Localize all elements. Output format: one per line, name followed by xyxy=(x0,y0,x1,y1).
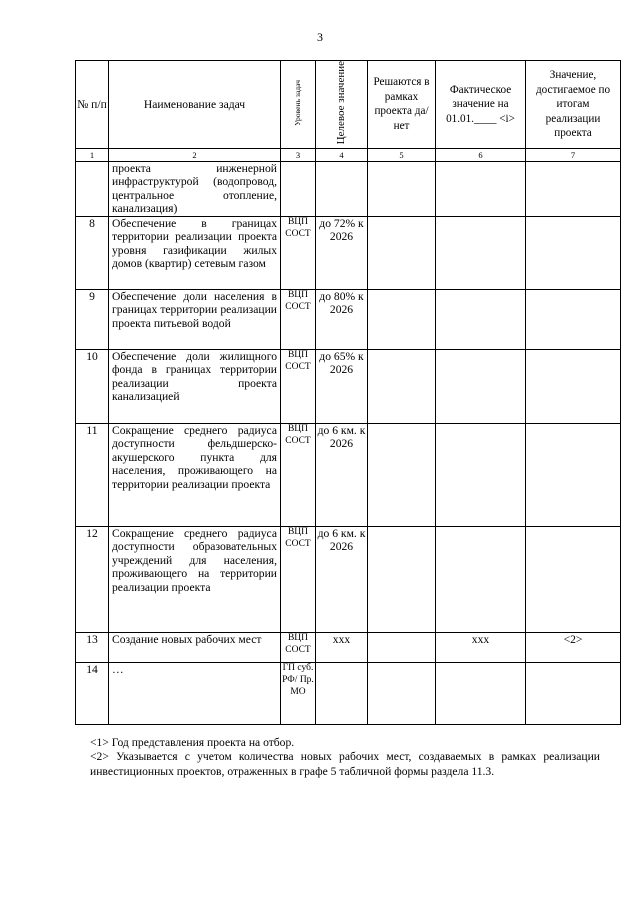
solved-in-project xyxy=(368,526,436,632)
header-number xyxy=(76,61,109,149)
header-result-text: Значение, достигаемое по итогам реализации проекта xyxy=(535,68,611,140)
table-row xyxy=(76,216,621,289)
row-number: 10 xyxy=(76,349,109,423)
result-value xyxy=(526,289,621,349)
task-name: Обеспечение доли жилищного фонда в границах территории реализации проекта канализацией xyxy=(109,349,281,423)
column-index: 2 xyxy=(109,148,281,161)
result-value xyxy=(526,216,621,289)
actual-value xyxy=(436,526,526,632)
target-value: до 72% к 2026 xyxy=(316,216,368,289)
tasks-table xyxy=(75,60,621,725)
header-actual-text: Фактическое значение на 01.01.____ <i> xyxy=(446,83,515,125)
footnote-2: <2> Указывается с учетом количества новых рабочих мест, создаваемых в рамках реализации инвестиционных проектов, отраженных в графе 5 табличной формы раздела 11.3. xyxy=(90,750,600,778)
actual-value xyxy=(436,161,526,216)
task-name: Обеспечение доли населения в границах территории реализации проекта питьевой водой xyxy=(109,289,281,349)
actual-value xyxy=(436,289,526,349)
result-value xyxy=(526,423,621,526)
target-value: ххх xyxy=(316,632,368,662)
header-task-name xyxy=(109,61,281,149)
task-name: Сокращение среднего радиуса доступности образовательных учреждений для населения, проживающего на территории реализации проекта xyxy=(109,526,281,632)
solved-in-project xyxy=(368,632,436,662)
footnote-1: <1> Год представления проекта на отбор. xyxy=(90,736,295,749)
solved-in-project xyxy=(368,349,436,423)
column-index: 6 xyxy=(436,148,526,161)
column-index: 3 xyxy=(281,148,316,161)
task-name: проекта инженерной инфраструктурой (водопровод, центральное отопление, канализация) xyxy=(109,161,281,216)
header-target-text: Целевое значение xyxy=(334,61,347,145)
table-row xyxy=(76,423,621,526)
target-value: до 6 км. к 2026 xyxy=(316,423,368,526)
solved-in-project xyxy=(368,662,436,724)
task-name: … xyxy=(109,662,281,724)
task-level: ВЦП СОСТ xyxy=(281,349,316,423)
actual-value xyxy=(436,349,526,423)
task-level: ВЦП СОСТ xyxy=(281,632,316,662)
column-index: 4 xyxy=(316,148,368,161)
task-name: Создание новых рабочих мест xyxy=(109,632,281,662)
task-level: ВЦП СОСТ xyxy=(281,216,316,289)
result-value xyxy=(526,161,621,216)
task-level: ВЦП СОСТ xyxy=(281,289,316,349)
target-value xyxy=(316,161,368,216)
task-level xyxy=(281,161,316,216)
header-actual xyxy=(436,61,526,149)
header-target xyxy=(316,61,368,149)
row-number: 9 xyxy=(76,289,109,349)
table-row xyxy=(76,289,621,349)
task-level: ВЦП СОСТ xyxy=(281,526,316,632)
solved-in-project xyxy=(368,423,436,526)
header-level xyxy=(281,61,316,149)
row-number xyxy=(76,161,109,216)
result-value: <2> xyxy=(526,632,621,662)
task-name: Сокращение среднего радиуса доступности фельдшерско-акушерского пункта для населения, проживающего на территории реализации проекта xyxy=(109,423,281,526)
header-level-text: Уровень задач xyxy=(292,79,302,126)
footnotes xyxy=(90,736,600,779)
solved-in-project xyxy=(368,161,436,216)
column-index: 5 xyxy=(368,148,436,161)
header-solved xyxy=(368,61,436,149)
header-row xyxy=(76,61,621,149)
actual-value: ххх xyxy=(436,632,526,662)
row-number: 14 xyxy=(76,662,109,724)
header-number-text: № п/п xyxy=(77,97,107,111)
task-name: Обеспечение в границах территории реализации проекта уровня газификации жилых домов (квартир) сетевым газом xyxy=(109,216,281,289)
column-index-row xyxy=(76,148,621,161)
table-row xyxy=(76,349,621,423)
result-value xyxy=(526,349,621,423)
table-row xyxy=(76,526,621,632)
target-value: до 80% к 2026 xyxy=(316,289,368,349)
page-number: 3 xyxy=(317,30,323,44)
target-value: до 65% к 2026 xyxy=(316,349,368,423)
table-row xyxy=(76,161,621,216)
header-task-name-text: Наименование задач xyxy=(143,97,246,111)
target-value xyxy=(316,662,368,724)
table-row xyxy=(76,632,621,662)
actual-value xyxy=(436,662,526,724)
column-index: 7 xyxy=(526,148,621,161)
result-value xyxy=(526,662,621,724)
actual-value xyxy=(436,216,526,289)
row-number: 12 xyxy=(76,526,109,632)
actual-value xyxy=(436,423,526,526)
solved-in-project xyxy=(368,216,436,289)
row-number: 8 xyxy=(76,216,109,289)
solved-in-project xyxy=(368,289,436,349)
target-value: до 6 км. к 2026 xyxy=(316,526,368,632)
header-solved-text: Решаются в рамках проекта да/нет xyxy=(373,76,430,132)
task-level: ВЦП СОСТ xyxy=(281,423,316,526)
result-value xyxy=(526,526,621,632)
header-result xyxy=(526,61,621,149)
row-number: 11 xyxy=(76,423,109,526)
row-number: 13 xyxy=(76,632,109,662)
column-index: 1 xyxy=(76,148,109,161)
task-level: ГП суб. РФ/ Пр. МО xyxy=(281,662,316,724)
table-row xyxy=(76,662,621,724)
